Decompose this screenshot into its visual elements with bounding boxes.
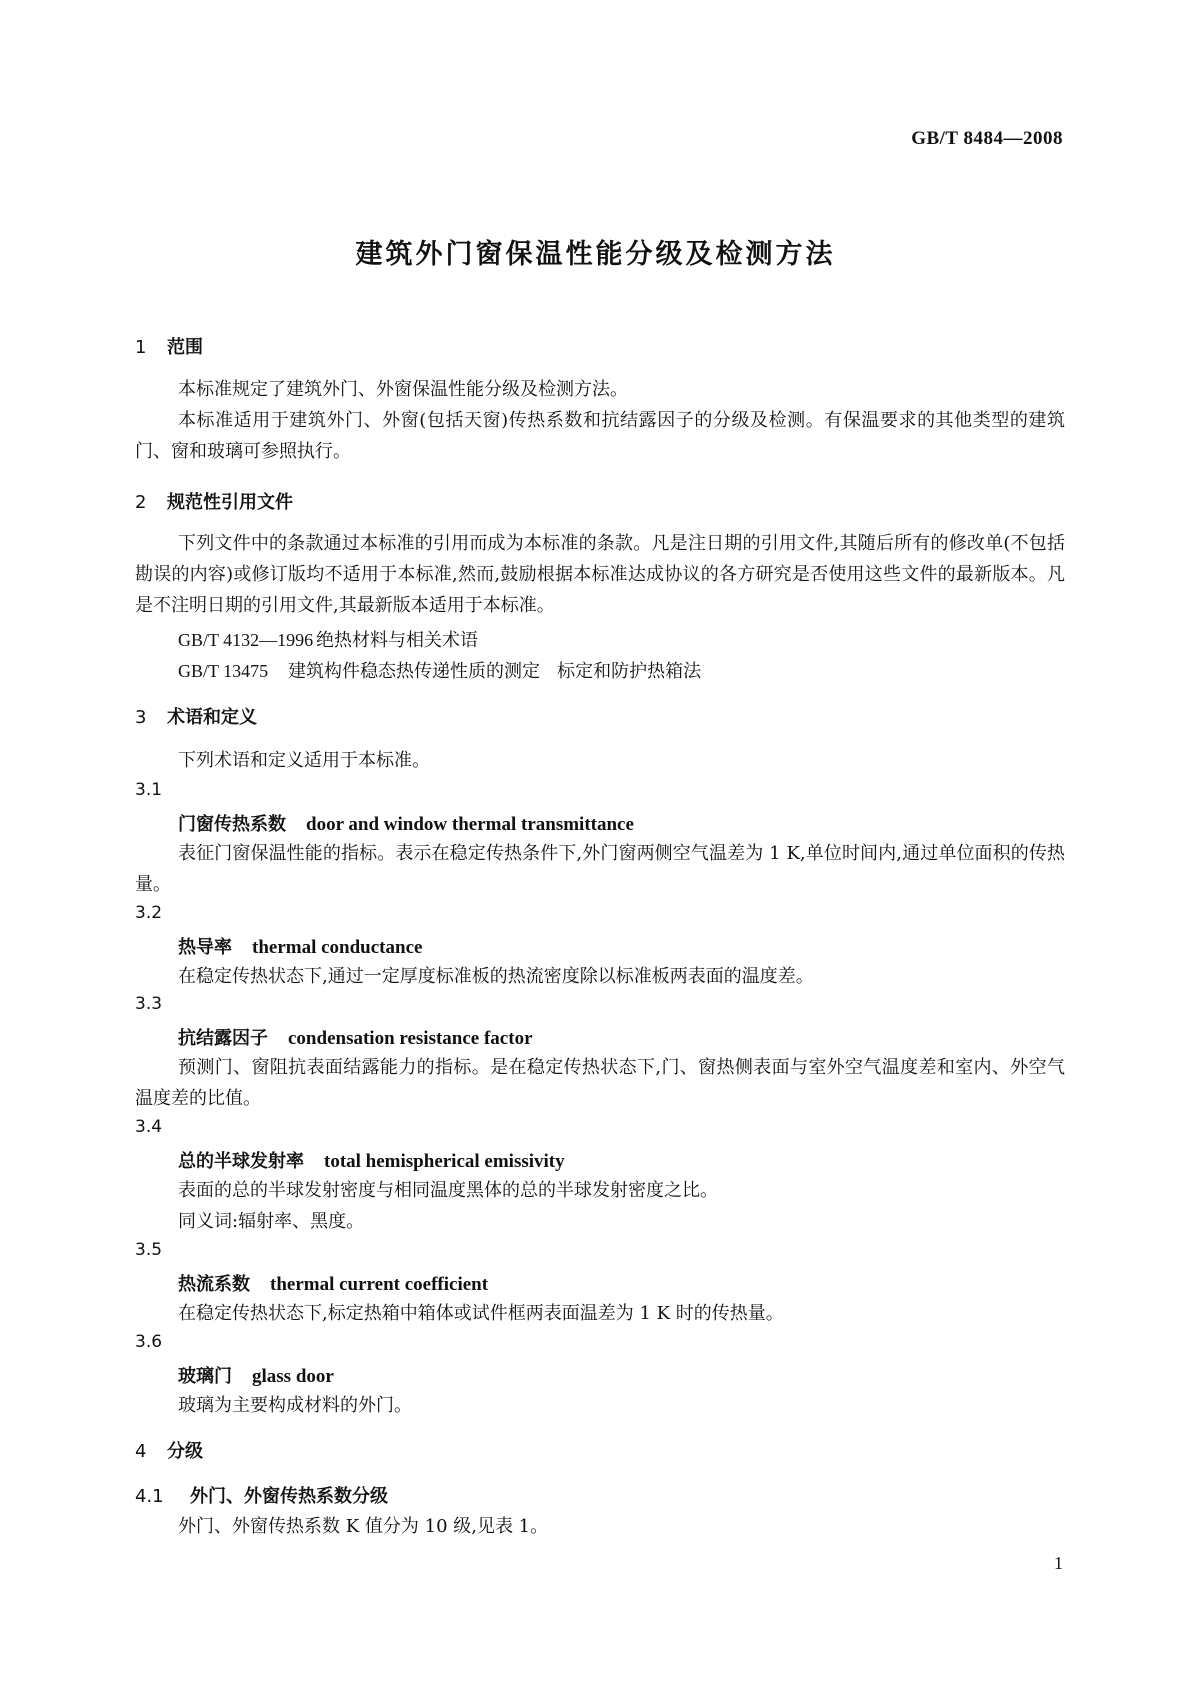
term-heading	[178, 1270, 488, 1296]
section-title: 范围	[167, 337, 203, 358]
reference-title: 建筑构件稳态热传递性质的测定 标定和防护热箱法	[288, 661, 702, 682]
term-heading	[178, 1147, 565, 1173]
term-heading	[178, 810, 634, 836]
paragraph-text: 预测门、窗阻抗表面结露能力的指标。是在稳定传热状态下,门、窗热侧表面与室外空气温度差和室内、外空气温度差的比值。	[135, 1057, 1065, 1109]
term-chinese: 门窗传热系数	[178, 814, 286, 835]
term-english: total hemispherical emissivity	[324, 1151, 565, 1172]
section-4-heading	[135, 1437, 203, 1463]
term-english: glass door	[252, 1366, 334, 1387]
subsection-4-1-text: 外门、外窗传热系数 K 值分为 10 级,见表 1。	[178, 1516, 549, 1537]
section-number: 1	[135, 337, 147, 358]
term-number: 3.3	[135, 994, 163, 1014]
subsection-4-1-heading	[135, 1482, 388, 1508]
term-definition: 在稳定传热状态下,标定热箱中箱体或试件框两表面温差为 1 K 时的传热量。	[178, 1303, 784, 1324]
section-number: 3	[135, 707, 147, 728]
term-heading	[178, 1362, 334, 1388]
section-number: 4	[135, 1441, 147, 1462]
term-english: condensation resistance factor	[288, 1028, 533, 1049]
section-3-heading	[135, 703, 257, 729]
term-english: thermal conductance	[252, 937, 423, 958]
term-number: 3.4	[135, 1117, 163, 1137]
term-chinese: 玻璃门	[178, 1366, 232, 1387]
section-title: 分级	[167, 1441, 203, 1462]
normative-reference	[178, 626, 478, 652]
term-synonym: 同义词:辐射率、黑度。	[178, 1211, 365, 1232]
reference-title: 绝热材料与相关术语	[316, 630, 478, 651]
term-chinese: 总的半球发射率	[178, 1151, 304, 1172]
standard-code: GB/T 8484—2008	[911, 128, 1063, 149]
term-english: door and window thermal transmittance	[306, 814, 634, 835]
term-heading	[178, 1024, 533, 1050]
paragraph-text: 表征门窗保温性能的指标。表示在稳定传热条件下,外门窗两侧空气温差为 1 K,单位时间内,通过单位面积的传热量。	[135, 843, 1065, 895]
section-1-paragraph-1: 本标准规定了建筑外门、外窗保温性能分级及检测方法。	[178, 379, 628, 400]
term-english: thermal current coefficient	[270, 1274, 489, 1295]
term-definition: 在稳定传热状态下,通过一定厚度标准板的热流密度除以标准板两表面的温度差。	[178, 966, 814, 987]
term-number: 3.5	[135, 1240, 163, 1260]
term-number: 3.1	[135, 780, 163, 800]
subsection-title: 外门、外窗传热系数分级	[190, 1486, 388, 1507]
term-chinese: 热导率	[178, 937, 232, 958]
document-title: 建筑外门窗保温性能分级及检测方法	[355, 239, 836, 270]
reference-code: GB/T 4132—1996	[178, 630, 314, 650]
section-1-heading	[135, 333, 203, 359]
term-heading	[178, 933, 422, 959]
section-title: 规范性引用文件	[167, 492, 293, 513]
normative-reference	[178, 657, 701, 683]
subsection-number: 4.1	[135, 1486, 164, 1507]
page-number: 1	[1054, 1553, 1063, 1573]
section-number: 2	[135, 492, 147, 513]
paragraph-text: 下列文件中的条款通过本标准的引用而成为本标准的条款。凡是注日期的引用文件,其随后所有的修改单(不包括勘误的内容)或修订版均不适用于本标准,然而,鼓励根据本标准达成协议的各方研究是否使用这些文件的最新版本。凡是不注明日期的引用文件,其最新版本适用于本标准。	[135, 533, 1065, 616]
section-2-paragraph	[135, 528, 1065, 621]
term-definition	[135, 1052, 1065, 1114]
reference-code: GB/T 13475	[178, 661, 269, 681]
section-3-intro: 下列术语和定义适用于本标准。	[178, 750, 430, 771]
term-definition: 玻璃为主要构成材料的外门。	[178, 1395, 412, 1416]
term-definition	[135, 838, 1065, 900]
term-chinese: 抗结露因子	[178, 1028, 268, 1049]
paragraph-text: 本标准适用于建筑外门、外窗(包括天窗)传热系数和抗结露因子的分级及检测。有保温要求的其他类型的建筑门、窗和玻璃可参照执行。	[135, 410, 1065, 462]
section-1-paragraph-2	[135, 405, 1065, 467]
section-2-heading	[135, 488, 293, 514]
term-definition: 表面的总的半球发射密度与相同温度黑体的总的半球发射密度之比。	[178, 1180, 718, 1201]
section-title: 术语和定义	[167, 707, 257, 728]
term-number: 3.2	[135, 903, 163, 923]
term-chinese: 热流系数	[178, 1274, 250, 1295]
term-number: 3.6	[135, 1332, 163, 1352]
